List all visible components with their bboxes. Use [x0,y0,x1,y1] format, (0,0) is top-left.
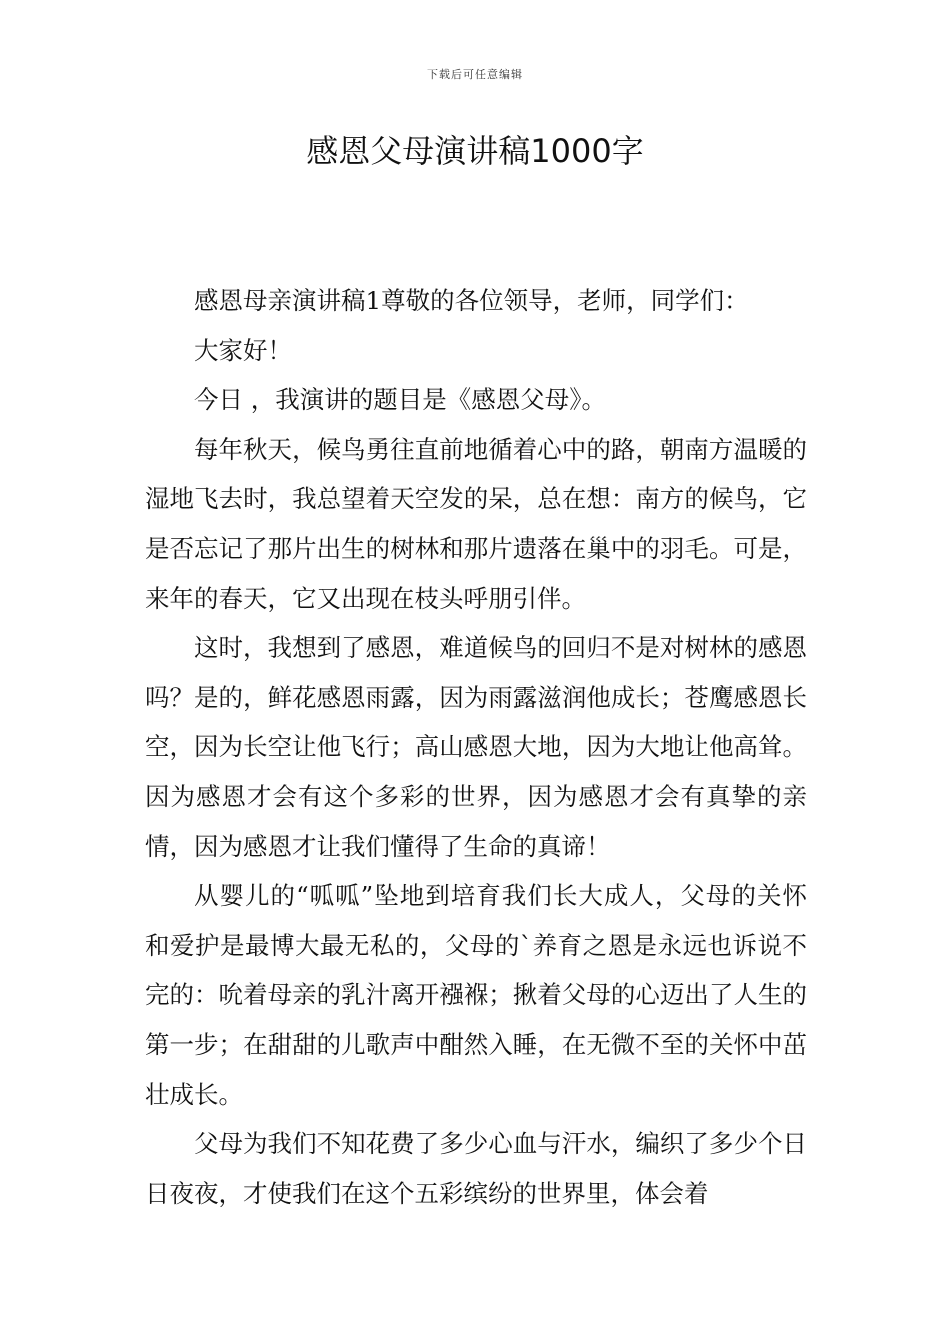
paragraph-parents-care: 从婴儿的“呱呱”坠地到培育我们长大成人，父母的关怀和爱护是最博大最无私的，父母的`养育之恩是永远也诉说不完的：吮着母亲的乳汁离开襁褓；揪着父母的心迈出了人生的第一步；在甜甜的儿歌声中酣然入睡，在无微不至的关怀中茁壮成长。 [145,881,807,1109]
paragraph-gratitude: 这时，我想到了感恩，难道候鸟的回归不是对树林的感恩吗？是的，鲜花感恩雨露，因为雨露滋润他成长；苍鹰感恩长空，因为长空让他飞行；高山感恩大地，因为大地让他高耸。因为感恩才会有这个多彩的世界，因为感恩才会有真挚的亲情，因为感恩才让我们懂得了生命的真谛！ [145,633,807,861]
document-body [145,276,807,1218]
paragraph-topic: 今日 ，我演讲的题目是《感恩父母》。 [194,385,607,415]
paragraph-migratory-birds: 每年秋天，候鸟勇往直前地循着心中的路，朝南方温暖的湿地飞去时，我总望着天空发的呆，总在想：南方的候鸟，它是否忘记了那片出生的树林和那片遗落在巢中的羽毛。可是，来年的春天，它又出现在枝头呼朋引伴。 [145,434,807,613]
paragraph-greeting-line: 感恩母亲演讲稿1尊敬的各位领导，老师，同学们： [194,286,749,315]
header-note: 下载后可任意编辑 [427,68,523,81]
document-title: 感恩父母演讲稿1000字 [306,132,644,170]
paragraph-parents-effort: 父母为我们不知花费了多少心血与汗水，编织了多少个日日夜夜，才使我们在这个五彩缤纷的世界里，体会着 [145,1129,807,1208]
paragraph-hello: 大家好！ [194,335,292,365]
